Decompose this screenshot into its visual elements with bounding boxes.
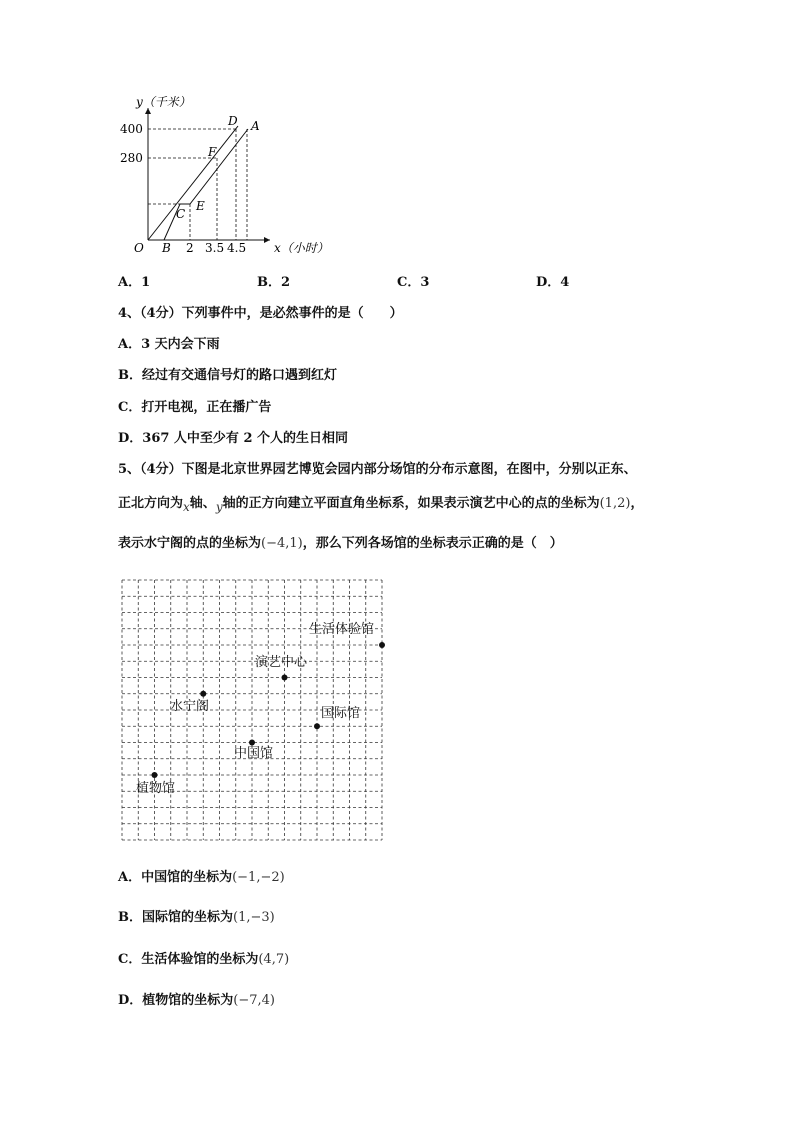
q5-stem-line2: 正北方向为x轴、y轴的正方向建立平面直角坐标系，如果表示演艺中心的点的坐标为(1,2)， bbox=[118, 496, 644, 514]
q4-option-b[interactable]: B．经过有交通信号灯的路口遇到红灯 bbox=[118, 368, 337, 383]
label-plant-pavilion: 植物馆 bbox=[136, 781, 176, 796]
coord-water: (−4,1) bbox=[261, 536, 303, 551]
q5-option-a[interactable]: A．中国馆的坐标为(−1,−2) bbox=[118, 870, 285, 885]
q5-option-b[interactable]: B．国际馆的坐标为(1,−3) bbox=[118, 910, 275, 925]
dot-life-center bbox=[379, 642, 385, 648]
label-life-center: 生活体验馆 bbox=[309, 622, 375, 637]
dot-water-pavilion bbox=[200, 691, 206, 697]
q5-option-d[interactable]: D．植物馆的坐标为(−7,4) bbox=[118, 993, 275, 1008]
point-label-d: D bbox=[228, 114, 238, 128]
dot-plant-pavilion bbox=[152, 772, 158, 778]
dot-performance-center bbox=[282, 675, 288, 681]
y-variable: y bbox=[215, 500, 223, 514]
y-axis-label: y（千米） bbox=[136, 95, 191, 109]
x-tick-2: 2 bbox=[186, 241, 194, 255]
label-water-pavilion: 水宁阁 bbox=[170, 699, 210, 714]
q3-option-a[interactable]: A．1 bbox=[118, 275, 151, 290]
x-axis-label: x（小时） bbox=[274, 241, 329, 255]
q4-option-a[interactable]: A．3 天内会下雨 bbox=[118, 337, 220, 352]
x-tick-3-5: 3.5 bbox=[205, 241, 225, 255]
label-intl-pavilion: 国际馆 bbox=[321, 706, 361, 721]
q5-option-c[interactable]: C．生活体验馆的坐标为(4,7) bbox=[118, 952, 290, 967]
y-tick-400: 400 bbox=[120, 122, 143, 136]
dot-intl-pavilion bbox=[314, 723, 320, 729]
venue-map-grid bbox=[118, 576, 388, 842]
q4-option-d[interactable]: D．367 人中至少有 2 个人的生日相同 bbox=[118, 431, 349, 446]
point-label-a: A bbox=[251, 119, 260, 133]
coord-performance: (1,2) bbox=[599, 496, 631, 511]
x-variable: x bbox=[183, 500, 190, 514]
point-label-o: O bbox=[134, 241, 144, 255]
dot-china-pavilion bbox=[249, 740, 255, 746]
q4-option-c[interactable]: C．打开电视，正在播广告 bbox=[118, 400, 272, 415]
q5-stem-line3: 表示水宁阁的点的坐标为(−4,1)，那么下列各场馆的坐标表示正确的是（ ） bbox=[118, 536, 563, 551]
point-label-e: E bbox=[196, 199, 205, 213]
y-tick-280: 280 bbox=[120, 151, 143, 165]
x-tick-4-5: 4.5 bbox=[227, 241, 247, 255]
label-performance-center: 演艺中心 bbox=[255, 655, 308, 670]
point-label-f: F bbox=[208, 145, 217, 159]
q4-stem: 4、（4分）下列事件中，是必然事件的是（ ） bbox=[118, 306, 403, 321]
label-china-pavilion: 中国馆 bbox=[234, 746, 274, 761]
distance-time-graph bbox=[110, 92, 350, 260]
point-label-b: B bbox=[162, 241, 171, 255]
q3-option-b[interactable]: B．2 bbox=[257, 275, 291, 290]
q3-option-d[interactable]: D．4 bbox=[536, 275, 570, 290]
point-label-c: C bbox=[176, 207, 186, 221]
q5-stem-line1: 5、（4分）下图是北京世界园艺博览会园内部分场馆的分布示意图，在图中，分别以正东、 bbox=[118, 462, 637, 477]
q3-option-c[interactable]: C．3 bbox=[397, 275, 430, 290]
